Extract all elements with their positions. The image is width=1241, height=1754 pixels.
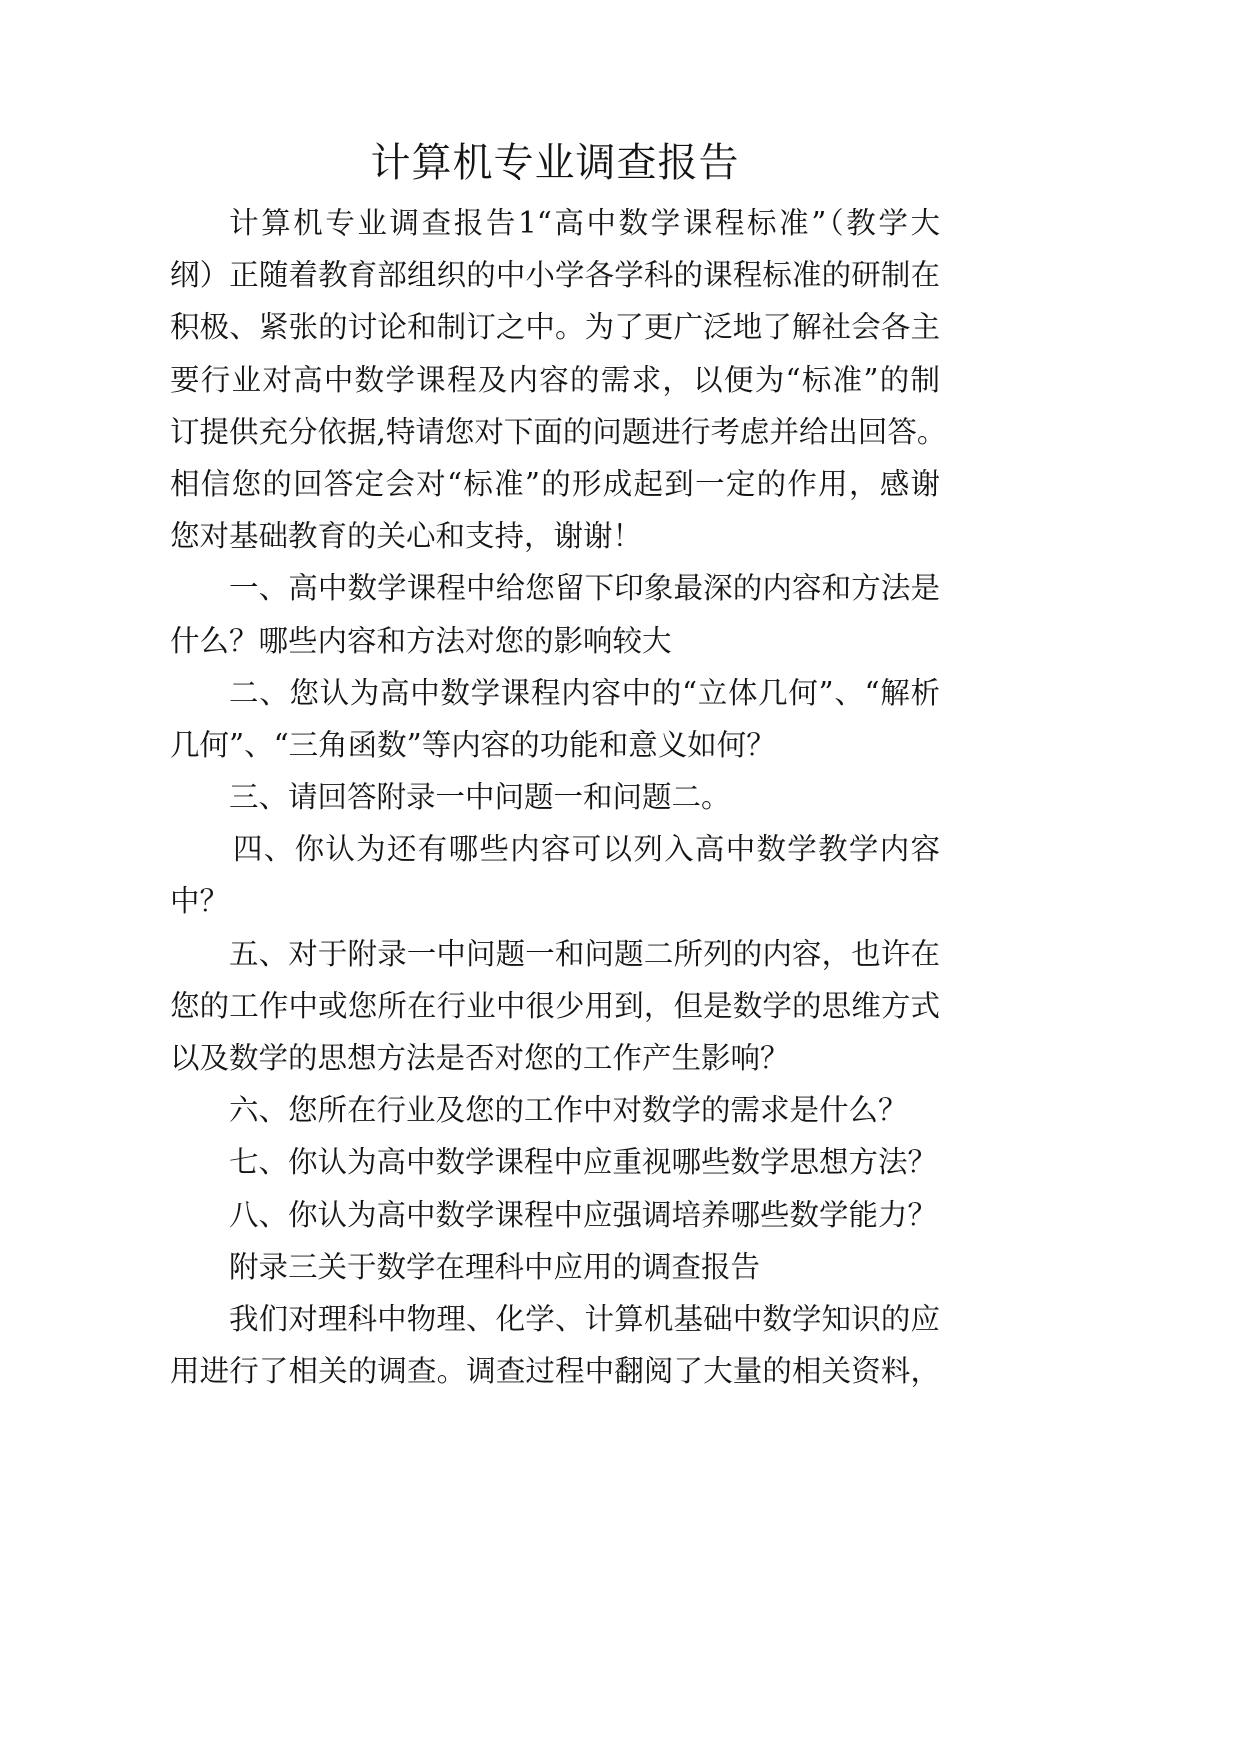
text-line: 八、你认为高中数学课程中应强调培养哪些数学能力？ — [229, 1197, 938, 1232]
text-line: 什么？哪些内容和方法对您的影响较大 — [170, 623, 672, 658]
question-8 — [170, 1189, 940, 1241]
text-line: 附录三关于数学在理科中应用的调查报告 — [229, 1249, 761, 1284]
document-body — [170, 197, 947, 1397]
text-line: 您对基础教育的关心和支持，谢谢！ — [170, 519, 643, 554]
text-line: 以及数学的思想方法是否对您的工作产生影响？ — [170, 1041, 790, 1075]
text-line: 计算机专业调查报告1“高中数学课程标准”（教学大 — [229, 206, 940, 240]
question-4 — [170, 823, 940, 927]
question-3 — [170, 771, 940, 823]
text-line: 几何”、“三角函数”等内容的功能和意义如何？ — [170, 727, 776, 762]
appendix-3-paragraph — [170, 1293, 940, 1397]
text-line: 您的工作中或您所在行业中很少用到，但是数学的思维方式 — [170, 988, 940, 1023]
text-line: 积极、紧张的讨论和制订之中。为了更广泛地了解社会各主 — [170, 310, 940, 345]
text-line: 要行业对高中数学课程及内容的需求，以便为“标准”的制 — [170, 362, 940, 397]
appendix-3-heading — [170, 1241, 940, 1293]
text-line: 我们对理科中物理、化学、计算机基础中数学知识的应 — [229, 1301, 940, 1336]
question-1 — [170, 562, 940, 666]
document-title: 计算机专业调查报告 — [370, 140, 740, 186]
text-line: 五、对于附录一中问题一和问题二所列的内容，也许在 — [229, 936, 940, 971]
text-line: 订提供充分依据,特请您对下面的问题进行考虑并给出回答。 — [170, 414, 947, 449]
text-line: 三、请回答附录一中问题一和问题二。 — [229, 780, 731, 815]
text-line: 七、你认为高中数学课程中应重视哪些数学思想方法？ — [229, 1145, 938, 1180]
text-line: 四、你认为还有哪些内容可以列入高中数学教学内容 — [233, 832, 940, 867]
question-7 — [170, 1136, 940, 1188]
text-line: 中？ — [170, 884, 230, 919]
text-line: 一、高中数学课程中给您留下印象最深的内容和方法是 — [229, 571, 940, 606]
text-line: 纲）正随着教育部组织的中小学各学科的课程标准的研制在 — [170, 258, 940, 293]
intro-paragraph — [170, 197, 947, 562]
question-6 — [170, 1084, 940, 1136]
text-line: 用进行了相关的调查。调查过程中翻阅了大量的相关资料， — [170, 1354, 940, 1389]
text-line: 六、您所在行业及您的工作中对数学的需求是什么？ — [229, 1093, 908, 1128]
text-line: 相信您的回答定会对“标准”的形成起到一定的作用，感谢 — [170, 466, 940, 501]
question-2 — [170, 667, 940, 771]
text-line: 二、您认为高中数学课程内容中的“立体几何”、“解析 — [229, 675, 940, 710]
question-5 — [170, 928, 940, 1085]
